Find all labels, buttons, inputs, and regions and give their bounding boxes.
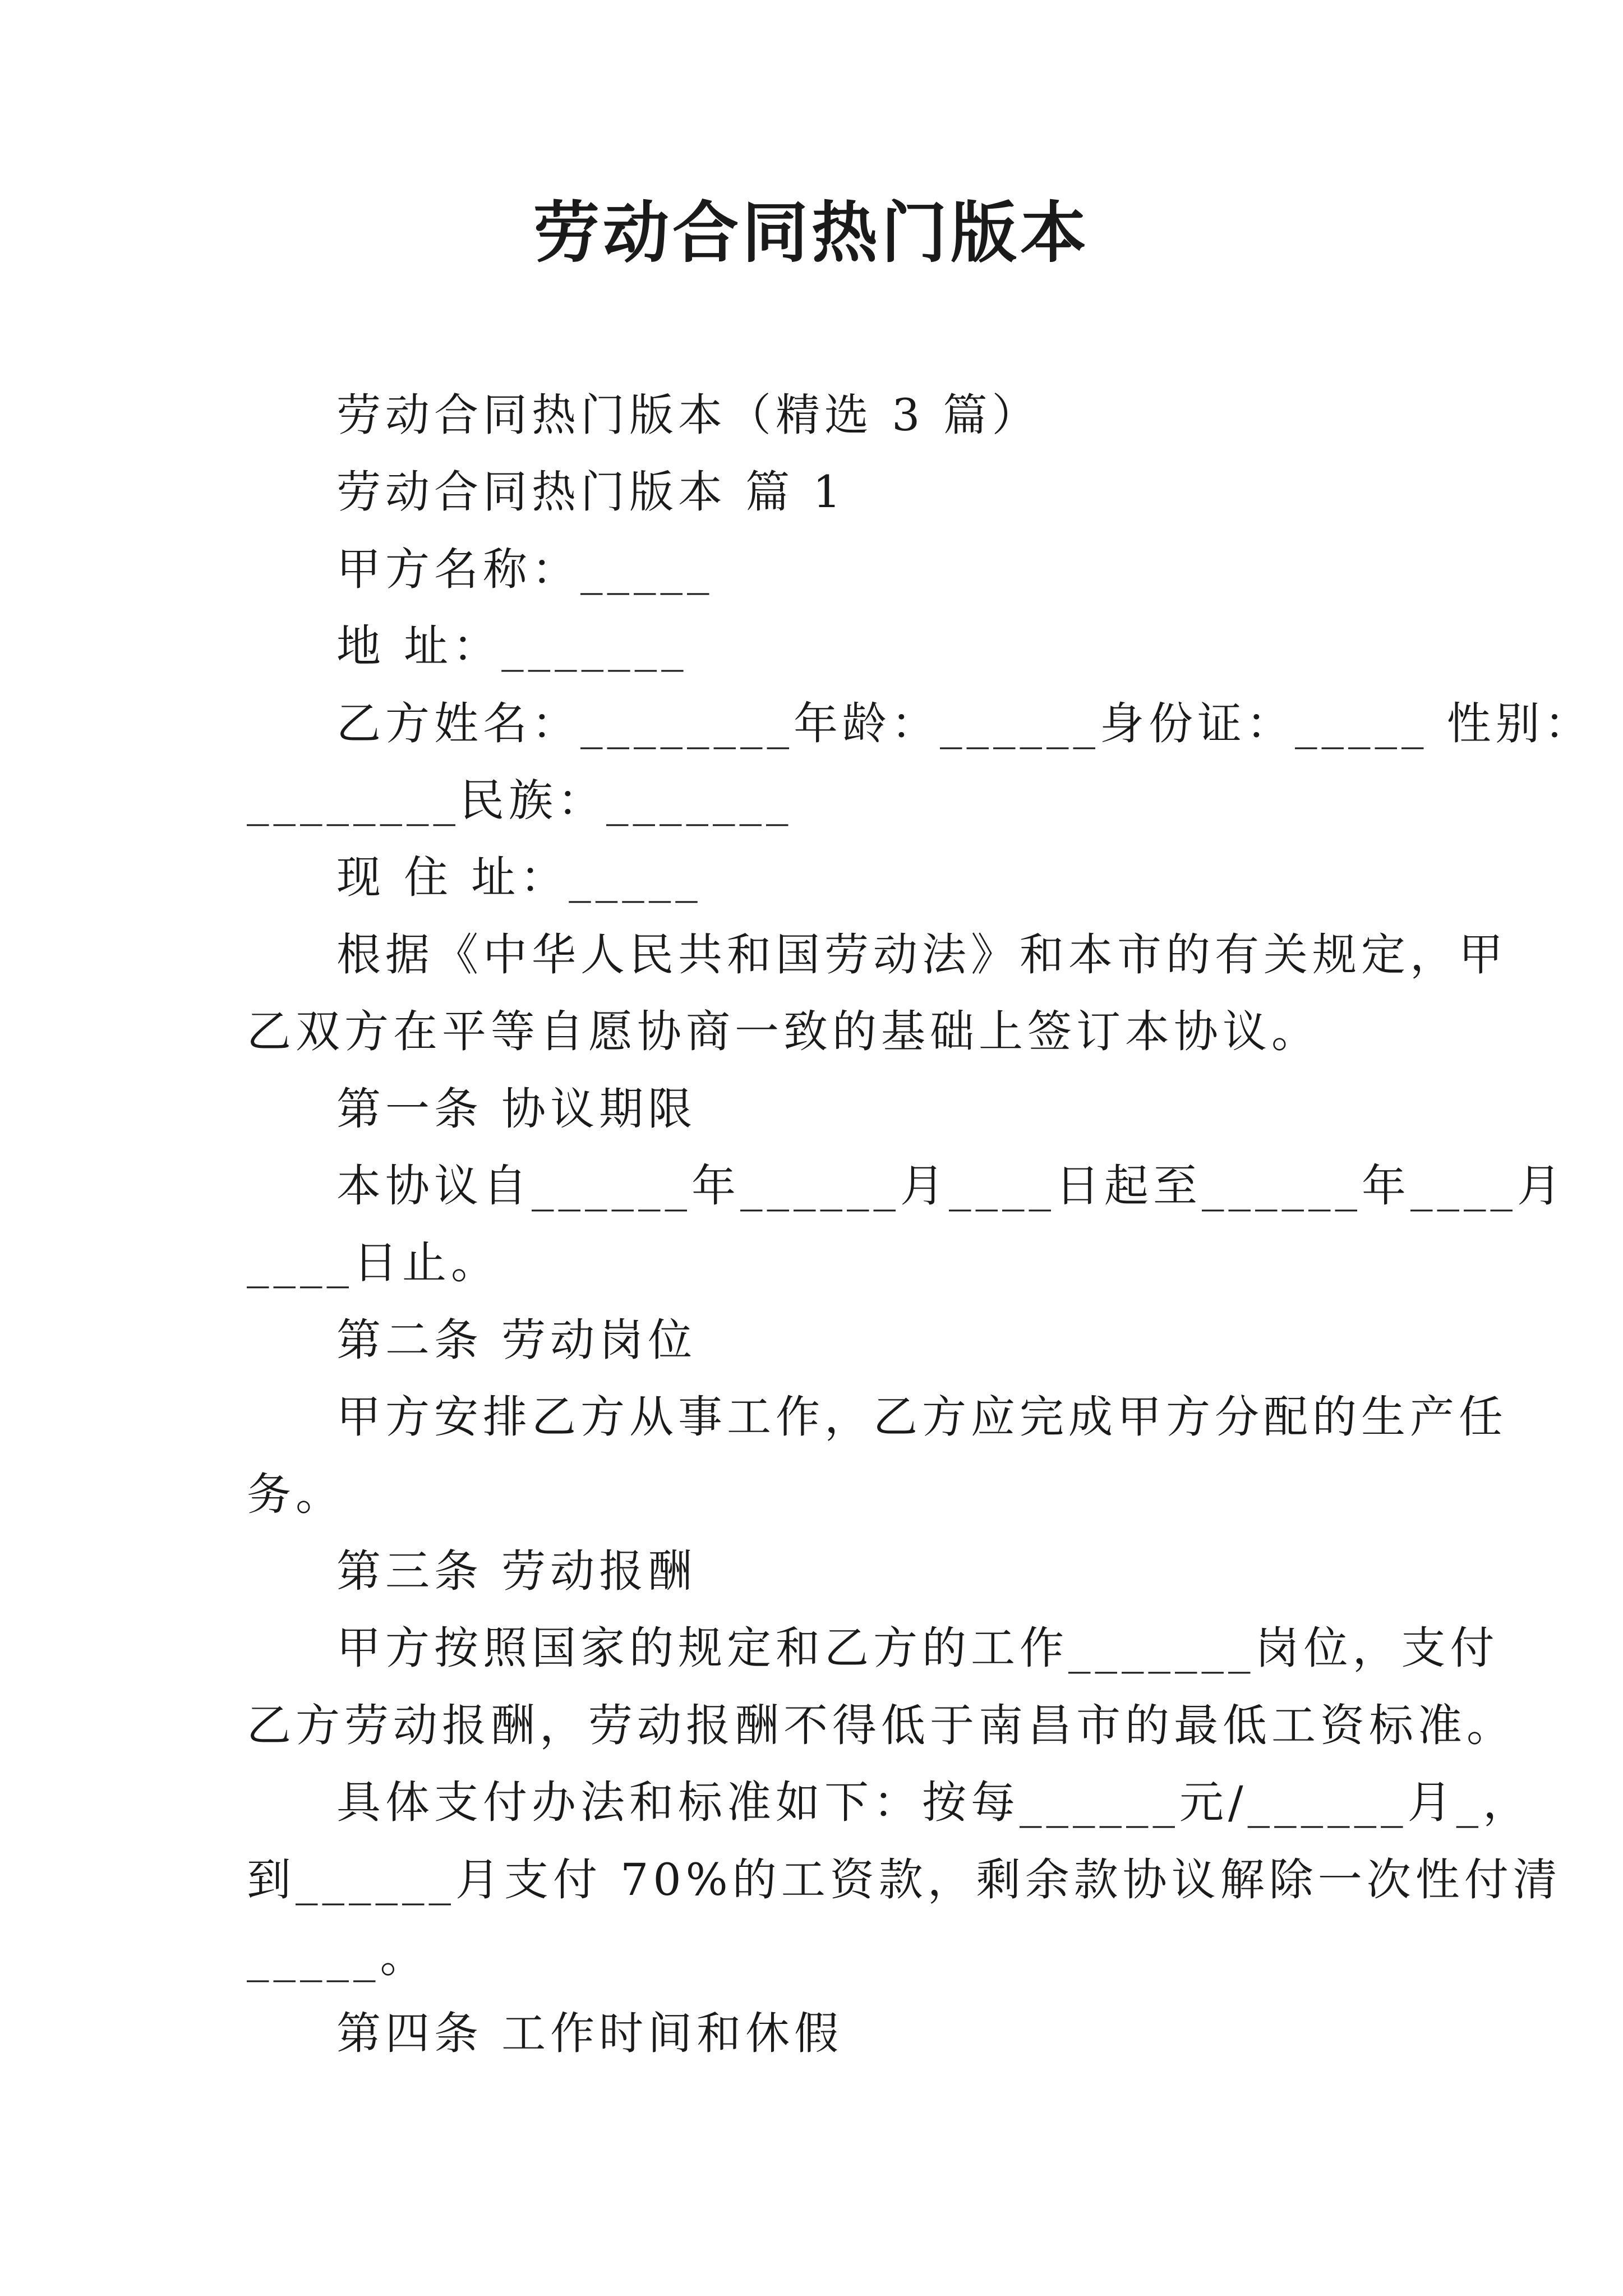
article-1-line-2: ____日止。 [247,1237,500,1289]
article-2-line-2: 务。 [247,1469,344,1520]
article-2-line-1: 甲方安排乙方从事工作，乙方应完成甲方分配的生产任 [336,1391,1507,1443]
article-3-heading: 第三条 劳动报酬 [336,1545,697,1597]
document-title: 劳动合同热门版本 [533,194,1090,272]
article-1-line-1: 本协议自______年______月____日起至______年____月 [336,1160,1566,1212]
article-3-line-5: _____。 [247,1931,429,1982]
party-a-name-field: 甲方名称：_____ [336,544,714,595]
party-b-info-line: 乙方姓名：________年龄：______身份证：_____ 性别： [336,698,1593,749]
current-address-field: 现 住 址：_____ [336,852,702,903]
article-1-heading: 第一条 协议期限 [336,1083,697,1135]
article-3-line-3: 具体支付办法和标准如下：按每______元/______月_， [336,1777,1532,1828]
preamble-line-2: 乙双方在平等自愿协商一致的基础上签订本协议。 [247,1006,1320,1057]
article-3-line-2: 乙方劳动报酬，劳动报酬不得低于南昌市的最低工资标准。 [247,1700,1515,1751]
address-field: 地 址：_______ [336,620,688,672]
preamble-line-1: 根据《中华人民共和国劳动法》和本市的有关规定，甲 [336,929,1507,981]
section-heading-part1: 劳动合同热门版本 篇 1 [336,466,846,518]
article-3-line-4: 到______月支付 70%的工资款，剩余款协议解除一次性付清 [247,1854,1562,1906]
article-4-heading: 第四条 工作时间和休假 [336,2008,843,2059]
article-3-line-1: 甲方按照国家的规定和乙方的工作_______岗位，支付 [336,1622,1499,1674]
article-2-heading: 第二条 劳动岗位 [336,1314,697,1366]
party-b-ethnicity-line: ________民族：_______ [247,775,793,826]
subtitle-selection: 劳动合同热门版本（精选 3 篇） [336,389,1041,441]
